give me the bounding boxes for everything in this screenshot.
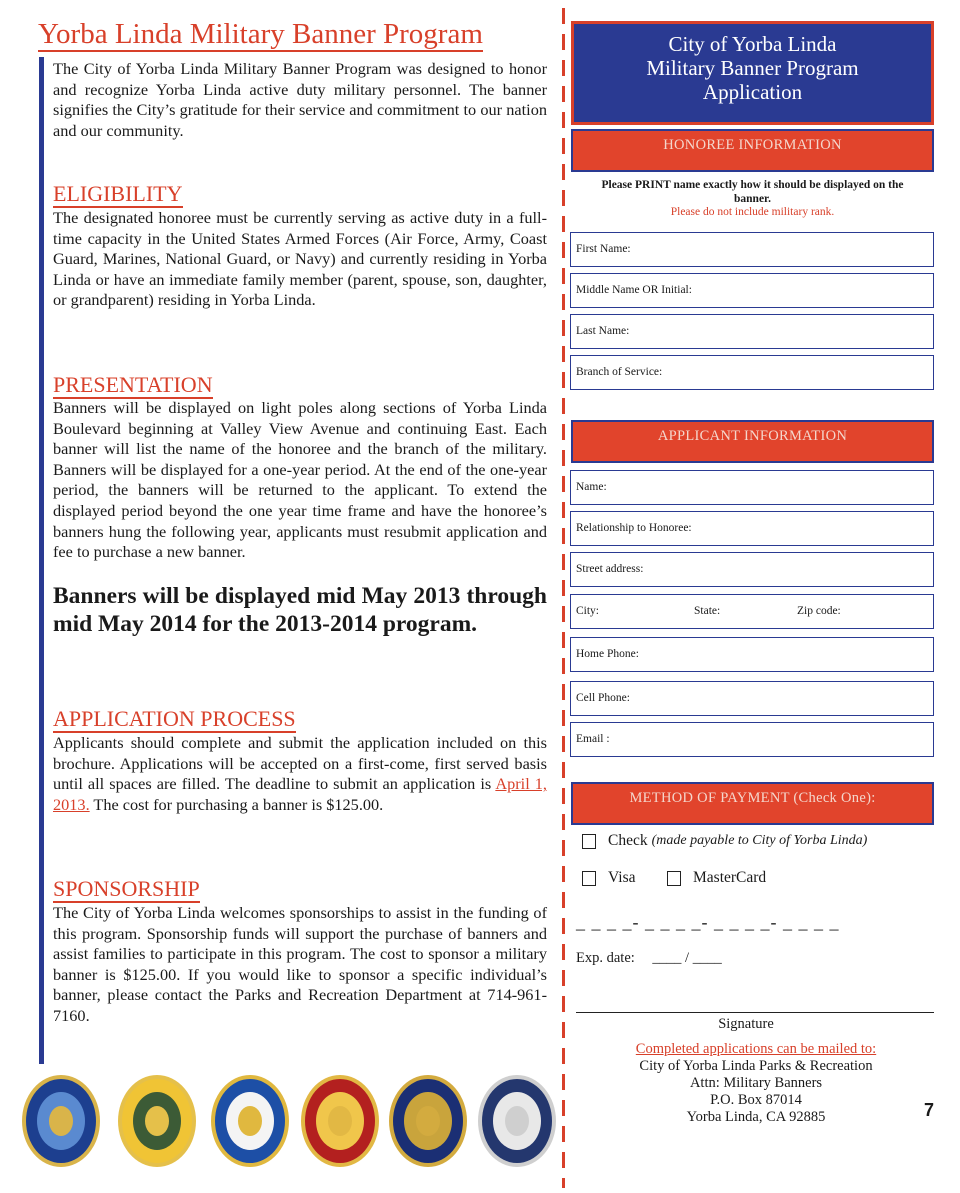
branch-of-service-field[interactable]: Branch of Service: [570,355,934,390]
honoree-information-header: HONOREE INFORMATION [571,129,934,172]
marine-corps-seal-icon [300,1074,380,1168]
sponsorship-heading: SPONSORSHIP [53,876,200,901]
check-payment-option[interactable]: Check (made payable to City of Yorba Linda) [582,832,867,850]
applicant-information-header: APPLICANT INFORMATION [571,420,934,463]
city-state-zip-field[interactable] [570,594,934,629]
application-process-heading: APPLICATION PROCESS [53,706,296,731]
application-title-line: City of Yorba Linda [668,32,837,56]
expiration-date-field[interactable]: Exp. date: ____ / ____ [576,950,722,966]
army-seal-icon [117,1074,197,1168]
check-checkbox[interactable] [582,834,596,849]
mailing-address: Completed applications can be mailed to: City of Yorba Linda Parks & Recreation Attn: Military Banners P.O. Box 87014 Yorba Linda, CA 92885 [635,1041,877,1125]
first-name-field[interactable]: First Name: [570,232,934,267]
city-label: City: [576,605,600,617]
signature-line[interactable] [576,1012,934,1013]
print-instruction: Please PRINT name exactly how it should be displayed on the banner. Please do not include military rank. [601,179,904,218]
application-title-line: Military Banner Program [646,56,859,80]
dashed-divider [562,8,565,1188]
intro-paragraph: The City of Yorba Linda Military Banner Program was designed to honor and recognize Yorba Linda active duty military personnel. The banner signifies the City’s gratitude for their service and commitment to our nation and our community. [53,59,547,140]
home-phone-field[interactable]: Home Phone: [570,637,934,672]
mastercard-payment-option[interactable]: MasterCard [667,869,766,887]
email-field[interactable]: Email : [570,722,934,757]
eligibility-heading: ELIGIBILITY [53,181,183,206]
zip-label: Zip code: [797,605,841,617]
air-force-seal-icon [21,1074,101,1168]
mastercard-checkbox[interactable] [667,871,681,886]
application-title-box [571,21,934,125]
middle-name-field[interactable]: Middle Name OR Initial: [570,273,934,308]
display-dates-statement: Banners will be displayed mid May 2013 through mid May 2014 for the 2013-2014 program. [53,583,547,637]
application-process-paragraph: Applicants should complete and submit the application included on this brochure. Applications will be accepted on a first-come, first served basis until all spaces are filled. The deadline to submit an application is April 1, 2013. The cost for purchasing a banner is $125.00. [53,733,547,814]
application-title-line: Application [702,80,803,104]
page-title: Yorba Linda Military Banner Program [38,18,483,50]
navy-seal-icon [477,1074,557,1168]
last-name-field[interactable]: Last Name: [570,314,934,349]
eligibility-paragraph: The designated honoree must be currently serving as active duty in a full-time capacity in the United States Armed Forces (Air Force, Army, Coast Guard, Marines, National Guard, or Navy) and currently residing in Yorba Linda or have an immediate family member (parent, spouse, son, daughter, or grandparent) residing in Yorba Linda. [53,208,547,310]
page-number: 7 [924,1100,935,1120]
left-accent-bar [39,57,44,1064]
coast-guard-seal-icon [210,1074,290,1168]
cell-phone-field[interactable]: Cell Phone: [570,681,934,716]
card-number-line[interactable]: _ _ _ _- _ _ _ _- _ _ _ _- _ _ _ _ [576,912,840,932]
relationship-field[interactable]: Relationship to Honoree: [570,511,934,546]
signature-label: Signature [718,1016,774,1032]
presentation-paragraph: Banners will be displayed on light poles along sections of Yorba Linda Boulevard beginning at Valley View Avenue and continuing East. Each banner will list the name of the honoree and the branch of the military. Banners will be displayed for a one-year period. At the end of the one-year period, the banners will be returned to the applicant. To extend the displayed period beyond the one year time frame and have the honoree’s banners hung the following year, applicants must resubmit application and fee to purchase a new banner. [53,398,547,562]
presentation-heading: PRESENTATION [53,372,213,397]
deadline-date: April 1, 2013. [53,774,547,814]
national-guard-seal-icon [388,1074,468,1168]
visa-payment-option[interactable]: Visa [582,869,635,887]
visa-checkbox[interactable] [582,871,596,886]
sponsorship-paragraph: The City of Yorba Linda welcomes sponsorships to assist in the funding of this program. Sponsorship funds will support the purchase of banners and assist families to participate in this program. The cost to sponsor a military banner is $125.00. If you would like to sponsor a specific individual’s banner, please contact the Parks and Recreation Department at 714-961-7160. [53,903,547,1025]
street-address-field[interactable]: Street address: [570,552,934,587]
state-label: State: [694,605,721,617]
payment-method-header: METHOD OF PAYMENT (Check One): [571,782,934,825]
applicant-name-field[interactable]: Name: [570,470,934,505]
